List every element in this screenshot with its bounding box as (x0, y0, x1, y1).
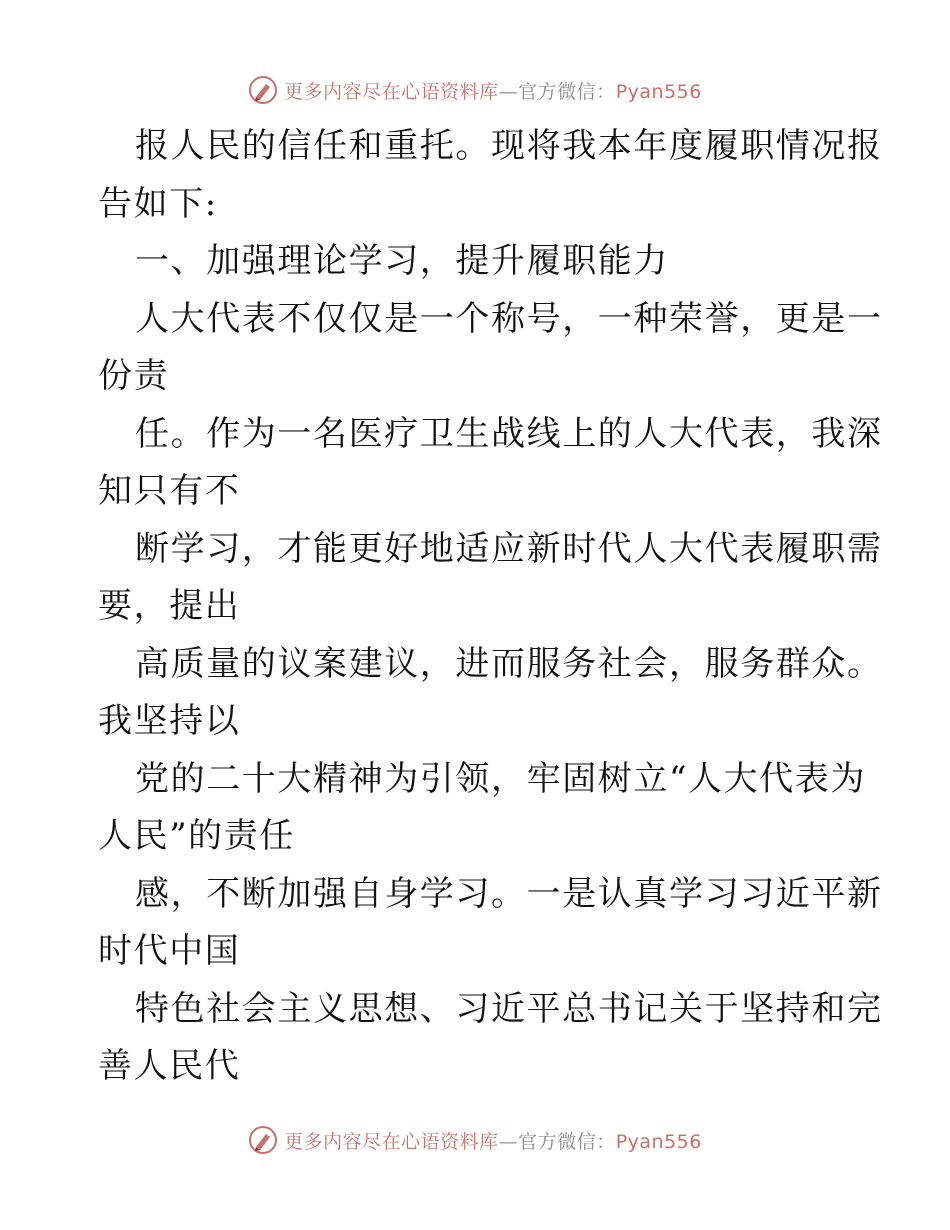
watermark-site-name: 更多内容尽在心语资料库 (284, 80, 499, 103)
text-line: 人大代表不仅仅是一个称号，一种荣誉，更是一 (135, 298, 883, 339)
text-line: 高质量的议案建议，进而服务社会，服务群众。 (135, 643, 883, 684)
text-line: 特色社会主义思想、习近平总书记关于坚持和完 (135, 988, 883, 1029)
watermark-dash: — (498, 80, 519, 103)
text-line: 党的二十大精神为引领，牢固树立“人大代表为 (135, 758, 866, 799)
watermark-wechat-label: 官方微信： (518, 80, 616, 103)
document-body (98, 118, 883, 1096)
section-heading: 一、加强理论学习，提升履职能力 (135, 241, 669, 281)
text-line: 份责 (98, 356, 170, 396)
watermark-dash: — (498, 1130, 519, 1153)
text-line: 告如下: (98, 183, 218, 224)
text-line: 报人民的信任和重托。现将我本年度履职情况报 (135, 126, 883, 166)
text-line: 感，不断加强自身学习。一是认真学习习近平新 (135, 873, 883, 914)
text-line: 要，提出 (98, 586, 241, 626)
text-line: 断学习，才能更好地适应新时代人大代表履职需 (135, 528, 883, 569)
text-line: 知只有不 (98, 471, 241, 511)
footer-watermark (0, 1120, 950, 1160)
watermark-text (284, 1127, 702, 1154)
watermark-text (284, 77, 702, 104)
pen-logo-icon (248, 1125, 278, 1155)
pen-logo-icon (248, 75, 278, 105)
text-line: 善人民代 (98, 1046, 241, 1086)
text-line: 任。作为一名医疗卫生战线上的人大代表，我深 (135, 413, 883, 454)
header-watermark (0, 70, 950, 110)
text-line: 时代中国 (98, 931, 241, 971)
watermark-site-name: 更多内容尽在心语资料库 (284, 1130, 499, 1153)
text-line: 我坚持以 (98, 701, 241, 741)
watermark-wechat-id: Pyan556 (615, 80, 702, 103)
watermark-wechat-id: Pyan556 (615, 1130, 702, 1153)
text-line: 人民”的责任 (98, 816, 295, 856)
watermark-wechat-label: 官方微信： (518, 1130, 616, 1153)
